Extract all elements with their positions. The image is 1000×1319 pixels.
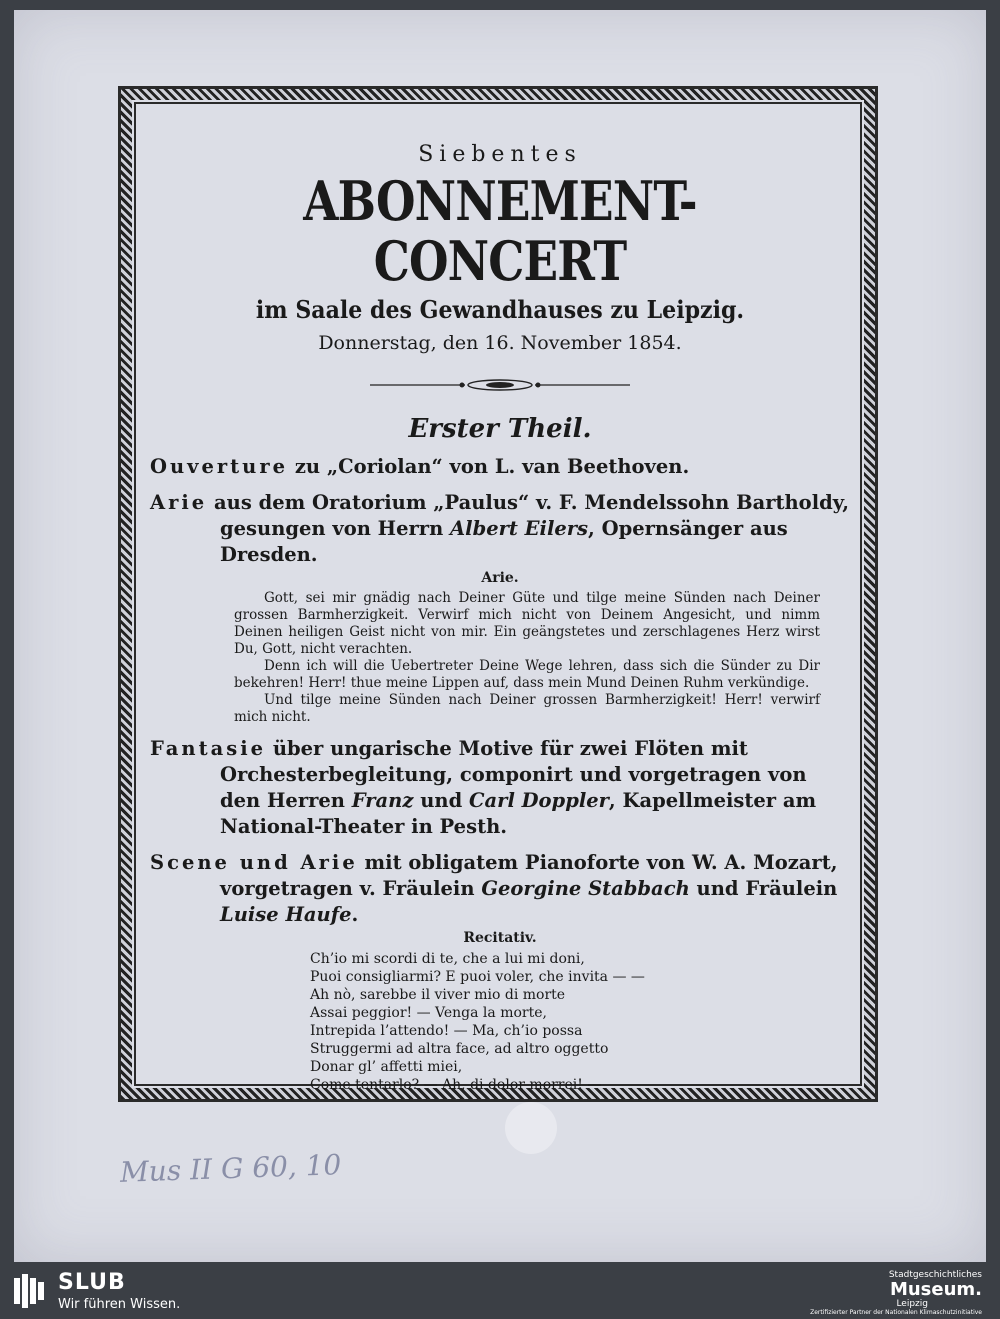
ornament-divider — [370, 378, 630, 392]
item-text: mit obligatem Pianoforte von W. A. Mozart, vorgetragen v. Fräulein — [220, 851, 838, 900]
main-title: ABONNEMENT-CONCERT — [303, 169, 697, 293]
footer-bar — [0, 1262, 1000, 1319]
item-lead: Fantasie — [150, 737, 267, 760]
library-name: SLUB — [58, 1270, 126, 1295]
program-item-aria — [150, 490, 850, 568]
performer-name: Carl Doppler — [469, 789, 609, 812]
poster-content — [150, 130, 850, 1094]
date-line: Donnerstag, den 16. November 1854. — [318, 332, 682, 354]
item-text: und Fräulein — [689, 877, 838, 900]
handwritten-shelfmark: Mus II G 60, 10 — [119, 1148, 342, 1189]
lyrics-paragraph: Denn ich will die Uebertreter Deine Wege lehren, dass sich die Sünder zu Dir bekehren! Herr! thue meine Lippen auf, dass mein Mund Deinen Ruhm verkündige. — [234, 658, 820, 691]
item-lead: Ouverture — [150, 455, 289, 478]
pre-title: Siebentes — [418, 142, 582, 167]
recit-line: Struggermi ad altra face, ad altro oggetto — [310, 1041, 609, 1057]
program-item-fantasie — [150, 736, 850, 840]
program-item-overture — [150, 454, 850, 480]
lyrics-paragraph: Und tilge meine Sünden nach Deiner grossen Barmherzigkeit! Herr! verwirf mich nicht. — [234, 692, 820, 725]
item-text: aus dem Oratorium „Paulus“ v. F. Mendelssohn Bartholdy, gesungen von Herrn — [207, 491, 849, 540]
item-text: über ungarische Motive für zwei Flöten mit Orchesterbegleitung, componirt und vorgetragen von den Herren — [220, 737, 807, 812]
program-item-scene — [150, 850, 850, 928]
museum-note: Zertifizierter Partner der Nationalen Klimaschutzinitiative — [810, 1309, 982, 1316]
recit-line: Puoi consigliarmi? E puoi voler, che invita — — — [310, 969, 645, 985]
performer-name: Luise Haufe — [220, 903, 352, 926]
lyrics-paragraph: Gott, sei mir gnädig nach Deiner Güte und tilge meine Sünden nach Deiner grossen Barmherzigkeit. Verwirf mich nicht von Deinem Angesicht, und nimm Deinen heiligen Geist nicht von mir. Ein geängstetes und zerschlagenes Herz wirst Du, Gott, nicht verachten. — [234, 590, 820, 657]
library-tagline: Wir führen Wissen. — [58, 1297, 181, 1312]
slub-logo-icon — [12, 1272, 50, 1310]
part-heading: Erster Theil. — [408, 414, 592, 444]
performer-name: Franz — [351, 789, 414, 812]
recit-line: Assai peggior! — Venga la morte, — [310, 1005, 547, 1021]
performer-name: Georgine Stabbach — [481, 877, 690, 900]
aria-lyrics — [150, 590, 850, 726]
library-stamp — [505, 1102, 557, 1154]
item-text: . — [351, 903, 359, 926]
venue-line: im Saale des Gewandhauses zu Leipzig. — [255, 295, 745, 324]
museum-top-label: Stadtgeschichtliches — [888, 1270, 982, 1280]
item-lead: Arie — [150, 491, 208, 514]
item-text: zu „Coriolan“ von L. van Beethoven. — [288, 455, 690, 478]
recit-line: Ch’io mi scordi di te, che a lui mi doni, — [310, 951, 585, 967]
item-lead: Scene und Arie — [150, 851, 358, 874]
recit-line: Intrepida l’attendo! — Ma, ch’io possa — [310, 1023, 583, 1039]
recit-line: Come tentarlo? — Ah, di dolor morrei! — — [310, 1077, 602, 1093]
recit-line: Ah nò, sarebbe il viver mio di morte — [310, 987, 566, 1003]
item-text: , Kapellmeister am National-Theater in Pesth. — [220, 789, 817, 838]
aria-heading: Arie. — [481, 570, 519, 586]
recitativ-heading: Recitativ. — [463, 930, 537, 946]
item-text: , Opernsänger aus Dresden. — [220, 517, 788, 566]
museum-city: Leipzig — [896, 1299, 928, 1309]
museum-name: Museum. — [889, 1279, 982, 1300]
recit-line: Donar gl’ affetti miei, — [310, 1059, 463, 1075]
recitativ-lines — [150, 950, 850, 1094]
performer-name: Albert Eilers — [450, 517, 589, 540]
item-text: und — [413, 789, 470, 812]
